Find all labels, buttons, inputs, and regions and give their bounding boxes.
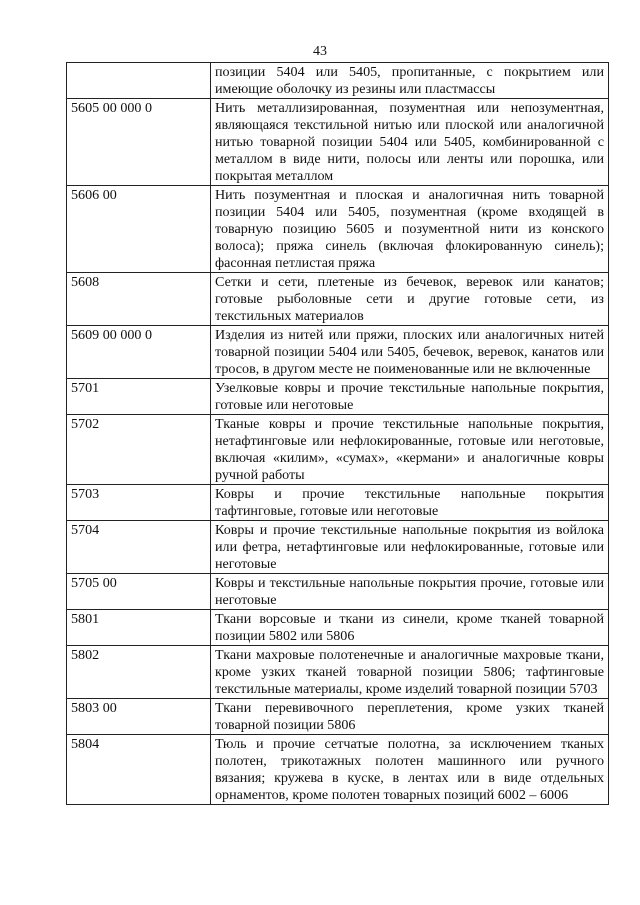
- goods-description: Изделия из нитей или пряжи, плоских или аналогичных нитей товарной позиции 5404 или 5405, бечевок, веревок, канатов или тросов, в другом месте не поименованные или не включенные: [211, 326, 609, 379]
- table-row: [67, 99, 609, 186]
- goods-description: Ковры и текстильные напольные покрытия прочие, готовые или неготовые: [211, 574, 609, 610]
- goods-code: [67, 63, 211, 99]
- table-row: [67, 485, 609, 521]
- goods-code: 5703: [67, 485, 211, 521]
- goods-description: Нить металлизированная, позументная или непозументная, являющаяся текстильной нитью или плоской или аналогичной нитью товарной позиции 5404 или 5405, комбинированной с металлом в виде нити, полосы или ленты или порошка, или покрытая металлом: [211, 99, 609, 186]
- goods-code-table: [66, 62, 609, 805]
- goods-description: Сетки и сети, плетеные из бечевок, веревок или канатов; готовые рыболовные сети и другие готовые сети, из текстильных материалов: [211, 273, 609, 326]
- goods-description: Узелковые ковры и прочие текстильные напольные покрытия, готовые или неготовые: [211, 379, 609, 415]
- goods-code: 5609 00 000 0: [67, 326, 211, 379]
- goods-code: 5704: [67, 521, 211, 574]
- table-row: [67, 273, 609, 326]
- table-row: [67, 735, 609, 805]
- goods-code: 5608: [67, 273, 211, 326]
- goods-code: 5804: [67, 735, 211, 805]
- page-number: 43: [313, 44, 327, 59]
- goods-code: 5701: [67, 379, 211, 415]
- goods-description: позиции 5404 или 5405, пропитанные, с покрытием или имеющие оболочку из резины или пластмассы: [211, 63, 609, 99]
- table-row: [67, 186, 609, 273]
- goods-code: 5605 00 000 0: [67, 99, 211, 186]
- goods-description: Ткани махровые полотенечные и аналогичные махровые ткани, кроме узких тканей товарной позиции 5806; тафтинговые текстильные материалы, кроме изделий товарной позиции 5703: [211, 646, 609, 699]
- goods-code: 5702: [67, 415, 211, 485]
- goods-description: Нить позументная и плоская и аналогичная нить товарной позиции 5404 или 5405, позументная (кроме входящей в товарную позицию 5605 и позументной нити из конского волоса); пряжа синель (включая флокированную синель); фасонная петлистая пряжа: [211, 186, 609, 273]
- table-row: [67, 415, 609, 485]
- goods-code: 5801: [67, 610, 211, 646]
- table-row: [67, 521, 609, 574]
- goods-description: Ткани ворсовые и ткани из синели, кроме тканей товарной позиции 5802 или 5806: [211, 610, 609, 646]
- table-row: [67, 379, 609, 415]
- table-row: [67, 326, 609, 379]
- goods-description: Ковры и прочие текстильные напольные покрытия из войлока или фетра, нетафтинговые или нефлокированные, готовые или неготовые: [211, 521, 609, 574]
- table-row: [67, 574, 609, 610]
- table-row: [67, 610, 609, 646]
- goods-description: Ковры и прочие текстильные напольные покрытия тафтинговые, готовые или неготовые: [211, 485, 609, 521]
- goods-code: 5802: [67, 646, 211, 699]
- goods-code: 5705 00: [67, 574, 211, 610]
- table-row: [67, 63, 609, 99]
- goods-description: Тюль и прочие сетчатые полотна, за исключением тканых полотен, трикотажных полотен машинного или ручного вязания; кружева в куске, в лентах или в виде отдельных орнаментов, кроме полотен товарных позиций 6002 – 6006: [211, 735, 609, 805]
- table-row: [67, 699, 609, 735]
- goods-description: Ткани перевивочного переплетения, кроме узких тканей товарной позиции 5806: [211, 699, 609, 735]
- table-row: [67, 646, 609, 699]
- goods-description: Тканые ковры и прочие текстильные напольные покрытия, нетафтинговые или нефлокированные, готовые или неготовые, включая «килим», «сумах», «кермани» и аналогичные ковры ручной работы: [211, 415, 609, 485]
- goods-code: 5606 00: [67, 186, 211, 273]
- goods-code: 5803 00: [67, 699, 211, 735]
